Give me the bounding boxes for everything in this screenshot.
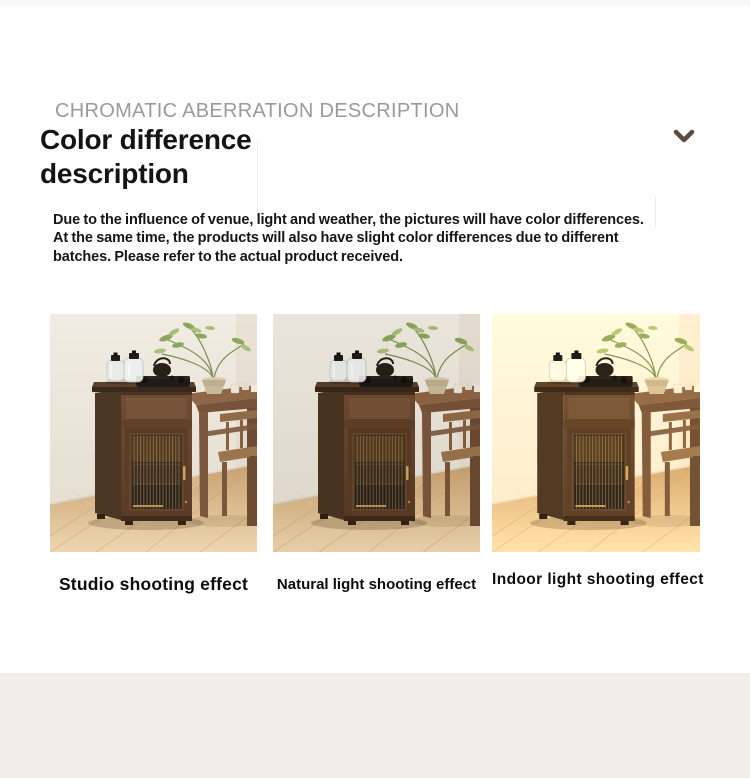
photo-image bbox=[492, 314, 700, 552]
caption-natural-light: Natural light shooting effect bbox=[276, 576, 477, 593]
color-difference-paragraph: Due to the influence of venue, light and weather, the pictures will have color differences. At the same time, the products will also have slight color differences due to different batches. Please refer to the actual product received. bbox=[53, 212, 644, 265]
overlay-edge-artifact bbox=[257, 140, 258, 218]
section-title-line1: Color difference bbox=[40, 124, 252, 155]
tea-cabinet bbox=[315, 382, 419, 525]
caption-indoor-light: Indoor light shooting effect bbox=[492, 571, 704, 588]
product-photo-scene bbox=[492, 314, 700, 552]
product-photo-studio bbox=[50, 314, 257, 552]
footer-background-band bbox=[0, 673, 750, 778]
section-title bbox=[40, 123, 252, 191]
tea-cabinet bbox=[92, 382, 196, 525]
product-photo-scene bbox=[273, 314, 480, 552]
product-photo-indoor-light bbox=[492, 314, 700, 552]
photo-image bbox=[50, 314, 257, 552]
tea-cabinet bbox=[534, 382, 639, 525]
chevron-down-icon[interactable] bbox=[669, 124, 699, 148]
section-eyebrow-heading: CHROMATIC ABERRATION DESCRIPTION bbox=[55, 100, 460, 122]
product-photo-natural-light bbox=[273, 314, 480, 552]
section-title-line2: description bbox=[40, 158, 189, 189]
product-photo-scene bbox=[50, 314, 257, 552]
caption-studio: Studio shooting effect bbox=[58, 574, 249, 594]
top-divider-strip bbox=[0, 0, 750, 6]
photo-image bbox=[273, 314, 480, 552]
